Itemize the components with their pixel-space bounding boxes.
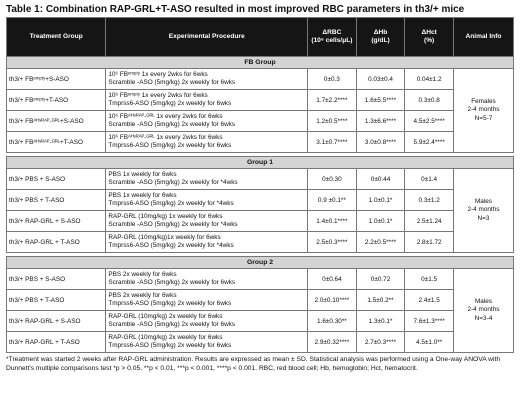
animal-info-line: N=3-4 — [474, 314, 493, 322]
animal-info-cell — [453, 169, 513, 253]
delta-hb-cell: 3.0±0.8**** — [356, 132, 405, 153]
procedure-line-2: Tmprss6-ASO (5mg/kg) 2x weekly for *4wks — [108, 242, 234, 249]
treatment-group-cell: th3/+ PBS + T-ASO — [7, 190, 106, 211]
group-header: Group 1 — [7, 157, 514, 169]
animal-info-line: Females — [471, 98, 496, 106]
procedure-cell — [106, 332, 308, 353]
procedure-line-1: PBS 2x weekly for 6wks — [108, 292, 177, 300]
table-row — [7, 311, 514, 332]
header-delta-rbc: ΔRBC (10⁶ cells/μL) — [308, 18, 357, 57]
header-animal-info: Animal Info — [453, 18, 513, 57]
procedure-line-2: Scramble -ASO (5mg/kg) 2x weekly for 6wks — [108, 321, 236, 328]
delta-hb-cell: 0±0.72 — [356, 269, 405, 290]
group-header-row — [7, 257, 514, 269]
procedure-line-1: RAP-GRL (10mg/kg) 2x weekly for 6wks — [108, 313, 223, 321]
procedure-cell — [106, 211, 308, 232]
table-row — [7, 132, 514, 153]
table-row — [7, 332, 514, 353]
treatment-group-cell: th3/+ FBᵉᵐᵖᵗʸ+T-ASO — [7, 90, 106, 111]
table-row — [7, 69, 514, 90]
procedure-line-1: PBS 1x weekly for 6wks — [108, 171, 177, 179]
animal-info-line: 2-4 months — [467, 106, 500, 114]
treatment-group-cell: th3/+ FBᴬᴴˢᴿᴬᴾ-ᴳᴿᴸ+T-ASO — [7, 132, 106, 153]
treatment-group-cell: th3/+ RAP-GRL + S-ASO — [7, 311, 106, 332]
table-body — [7, 57, 514, 353]
procedure-line-1: 10⁶ FBᵉᵐᵖᵗʸ 1x every 2wks for 6wks — [108, 92, 208, 100]
delta-rbc-cell: 1.7±2.2**** — [308, 90, 357, 111]
delta-rbc-cell: 1.6±0.30** — [308, 311, 357, 332]
delta-rbc-cell: 2.9±0.32**** — [308, 332, 357, 353]
procedure-line-1: RAP-GRL (10mg/kg)1x weekly for 6wks — [108, 234, 221, 242]
delta-rbc-cell: 0±0.3 — [308, 69, 357, 90]
procedure-line-2: Tmprss6-ASO (5mg/kg) 2x weekly for 6wks — [108, 342, 232, 349]
procedure-line-2: Scramble -ASO (5mg/kg) 2x weekly for *4wks — [108, 221, 238, 228]
table-row — [7, 190, 514, 211]
procedure-cell — [106, 190, 308, 211]
delta-rbc-cell: 0±0.30 — [308, 169, 357, 190]
delta-hct-cell: 2.4±1.5 — [405, 290, 454, 311]
animal-info-line: 2-4 months — [467, 206, 500, 214]
procedure-line-2: Tmprss6-ASO (5mg/kg) 2x weekly for 6wks — [108, 100, 232, 107]
procedure-cell — [106, 169, 308, 190]
procedure-cell — [106, 311, 308, 332]
delta-hct-cell: 5.9±2.4**** — [405, 132, 454, 153]
procedure-line-2: Scramble -ASO (5mg/kg) 2x weekly for 6wks — [108, 79, 236, 86]
table-row — [7, 269, 514, 290]
procedure-line-2: Tmprss6-ASO (5mg/kg) 2x weekly for 6wks — [108, 300, 232, 307]
treatment-group-cell: th3/+ RAP-GRL + T-ASO — [7, 332, 106, 353]
procedure-cell — [106, 232, 308, 253]
procedure-line-2: Tmprss6-ASO (5mg/kg) 2x weekly for *4wks — [108, 200, 234, 207]
animal-info-line: N=5-7 — [474, 114, 493, 122]
procedure-cell — [106, 132, 308, 153]
treatment-group-cell: th3/+ PBS + S-ASO — [7, 169, 106, 190]
delta-hb-cell: 0±0.44 — [356, 169, 405, 190]
header-row — [7, 18, 514, 57]
delta-hct-cell: 0±1.5 — [405, 269, 454, 290]
procedure-cell — [106, 111, 308, 132]
header-experimental-procedure: Experimental Procedure — [106, 18, 308, 57]
table-row — [7, 111, 514, 132]
delta-hct-cell: 4.5±2.5**** — [405, 111, 454, 132]
procedure-cell — [106, 69, 308, 90]
procedure-line-1: RAP-GRL (10mg/kg) 1x weekly for 6wks — [108, 213, 223, 221]
treatment-group-cell: th3/+ RAP-GRL + T-ASO — [7, 232, 106, 253]
delta-hb-cell: 1.0±0.1* — [356, 190, 405, 211]
animal-info-cell — [453, 269, 513, 353]
procedure-line-2: Scramble -ASO (5mg/kg) 2x weekly for 6wks — [108, 279, 236, 286]
procedure-line-1: 10⁶ FBᵉᵐᵖᵗʸ 1x every 2wks for 6wks — [108, 71, 208, 79]
delta-rbc-cell: 2.0±0.10**** — [308, 290, 357, 311]
delta-hb-cell: 1.3±6.6**** — [356, 111, 405, 132]
delta-hct-cell: 0.3±0.8 — [405, 90, 454, 111]
header-delta-hb: ΔHb (g/dL) — [356, 18, 405, 57]
delta-hct-cell: 4.5±1.0** — [405, 332, 454, 353]
delta-hct-cell: 0±1.4 — [405, 169, 454, 190]
delta-rbc-cell: 0.9 ±0.1** — [308, 190, 357, 211]
animal-info-line: Males — [474, 198, 492, 206]
delta-rbc-cell: 1.2±0.5**** — [308, 111, 357, 132]
delta-hct-cell: 0.04±1.2 — [405, 69, 454, 90]
delta-hct-cell: 7.6±1.3**** — [405, 311, 454, 332]
procedure-cell — [106, 269, 308, 290]
table-row — [7, 211, 514, 232]
table-row — [7, 290, 514, 311]
procedure-line-2: Tmprss6-ASO (5mg/kg) 2x weekly for 6wks — [108, 142, 232, 149]
delta-hb-cell: 2.7±0.3**** — [356, 332, 405, 353]
results-table — [6, 17, 514, 353]
procedure-cell — [106, 90, 308, 111]
procedure-line-1: PBS 2x weekly for 6wks — [108, 271, 177, 279]
header-treatment-group: Treatment Group — [7, 18, 106, 57]
procedure-line-1: RAP-GRL (10mg/kg) 2x weekly for 6wks — [108, 334, 223, 342]
treatment-group-cell: th3/+ FBᴬᴴˢᴿᴬᴾ-ᴳᴿᴸ+S-ASO — [7, 111, 106, 132]
treatment-group-cell: th3/+ PBS + S-ASO — [7, 269, 106, 290]
delta-hb-cell: 0.03±0.4 — [356, 69, 405, 90]
group-header-row — [7, 57, 514, 69]
table-row — [7, 232, 514, 253]
header-delta-hct: ΔHct (%) — [405, 18, 454, 57]
table-title: Table 1: Combination RAP-GRL+T-ASO resulted in most improved RBC parameters in th3/+ mice — [6, 4, 465, 15]
delta-rbc-cell: 3.1±0.7**** — [308, 132, 357, 153]
delta-rbc-cell: 0±0.64 — [308, 269, 357, 290]
delta-hct-cell: 2.8±1.72 — [405, 232, 454, 253]
treatment-group-cell: th3/+ FBᵉᵐᵖᵗʸ+S-ASO — [7, 69, 106, 90]
procedure-cell — [106, 290, 308, 311]
delta-hb-cell: 1.6±5.5**** — [356, 90, 405, 111]
group-header-row — [7, 157, 514, 169]
animal-info-line: Males — [474, 298, 492, 306]
procedure-line-1: 10⁶ FBᴬᴴˢᴿᴬᴾ-ᴳᴿᴸ 1x every 2wks for 6wks — [108, 113, 223, 121]
procedure-line-1: 10⁶ FBᴬᴴˢᴿᴬᴾ-ᴳᴿᴸ 1x every 2wks for 6wks — [108, 134, 223, 142]
table-row — [7, 90, 514, 111]
delta-hb-cell: 1.5±0.2** — [356, 290, 405, 311]
animal-info-line: N=3 — [477, 214, 490, 222]
procedure-line-2: Scramble -ASO (5mg/kg) 2x weekly for 6wks — [108, 121, 236, 128]
delta-hb-cell: 2.2±0.5**** — [356, 232, 405, 253]
delta-hb-cell: 1.3±0.1* — [356, 311, 405, 332]
delta-hct-cell: 2.5±1.24 — [405, 211, 454, 232]
delta-rbc-cell: 2.5±0.3**** — [308, 232, 357, 253]
group-header: Group 2 — [7, 257, 514, 269]
procedure-line-1: PBS 1x weekly for 6wks — [108, 192, 177, 200]
delta-hb-cell: 1.0±0.1* — [356, 211, 405, 232]
footnote: *Treatment was started 2 weeks after RAP-GRL administration. Results are expressed as mean ± SD. Statistical analysis was performed using a One-way ANOVA with Dunnett's multiple comparisons test *p > 0.05, **p < 0.01, ***p < 0.001, ****p < 0.001. RBC, red blood cell; Hb, hemoglobin; Hct, hematocrit. — [6, 356, 501, 372]
animal-info-cell — [453, 69, 513, 153]
treatment-group-cell: th3/+ PBS + T-ASO — [7, 290, 106, 311]
animal-info-line: 2-4 months — [467, 306, 500, 314]
delta-rbc-cell: 1.4±0.1**** — [308, 211, 357, 232]
table-row — [7, 169, 514, 190]
group-header: FB Group — [7, 57, 514, 69]
treatment-group-cell: th3/+ RAP-GRL + S-ASO — [7, 211, 106, 232]
procedure-line-2: Scramble -ASO (5mg/kg) 2x weekly for *4wks — [108, 179, 238, 186]
delta-hct-cell: 0.3±1.2 — [405, 190, 454, 211]
